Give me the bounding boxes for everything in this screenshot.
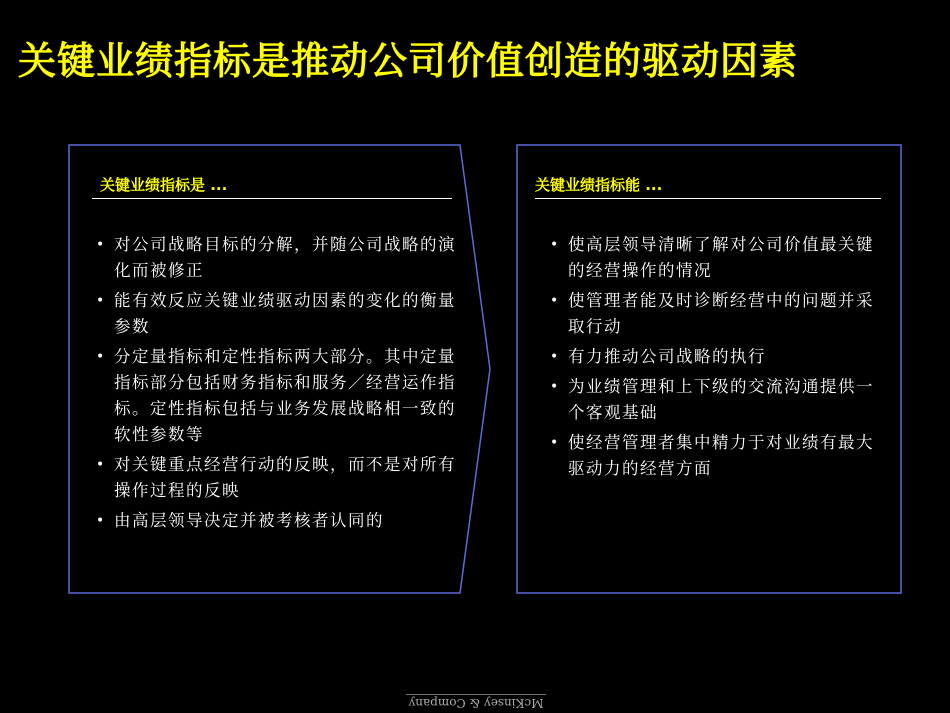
list-item: • 由高层领导决定并被考核者认同的 [92, 508, 468, 534]
bullet-icon: • [550, 349, 560, 365]
left-panel-list [92, 232, 468, 538]
bullet-icon: • [96, 293, 106, 309]
list-item: • 有力推动公司战略的执行 [546, 344, 886, 370]
bullet-icon: • [96, 457, 106, 473]
list-item: • 使管理者能及时诊断经营中的问题并采取行动 [546, 288, 886, 340]
list-item: • 为业绩管理和上下级的交流沟通提供一个客观基础 [546, 374, 886, 426]
bullet-icon: • [550, 293, 560, 309]
left-panel-heading: 关键业绩指标是 ... [100, 176, 228, 194]
page-title: 关键业绩指标是推动公司价值创造的驱动因素 [18, 39, 799, 83]
list-item: • 使经营管理者集中精力于对业绩有最大驱动力的经营方面 [546, 430, 886, 482]
bullet-icon: • [550, 435, 560, 451]
company-logo: McKinsey & Company [406, 694, 546, 711]
list-item: • 对公司战略目标的分解，并随公司战略的演化而被修正 [92, 232, 468, 284]
list-item: • 对关键重点经营行动的反映，而不是对所有操作过程的反映 [92, 452, 468, 504]
bullet-icon: • [96, 513, 106, 529]
bullet-icon: • [96, 237, 106, 253]
right-panel-heading: 关键业绩指标能 ... [535, 176, 663, 194]
right-panel-list [546, 232, 886, 486]
list-item: • 分定量指标和定性指标两大部分。其中定量指标部分包括财务指标和服务／经营运作指标。定性指标包括与业务发展战略相一致的软性参数等 [92, 344, 468, 448]
left-panel-divider [92, 198, 452, 199]
list-item: • 能有效反应关键业绩驱动因素的变化的衡量参数 [92, 288, 468, 340]
right-panel-divider [535, 198, 881, 199]
bullet-icon: • [550, 379, 560, 395]
bullet-icon: • [96, 349, 106, 365]
list-item: • 使高层领导清晰了解对公司价值最关键的经营操作的情况 [546, 232, 886, 284]
bullet-icon: • [550, 237, 560, 253]
